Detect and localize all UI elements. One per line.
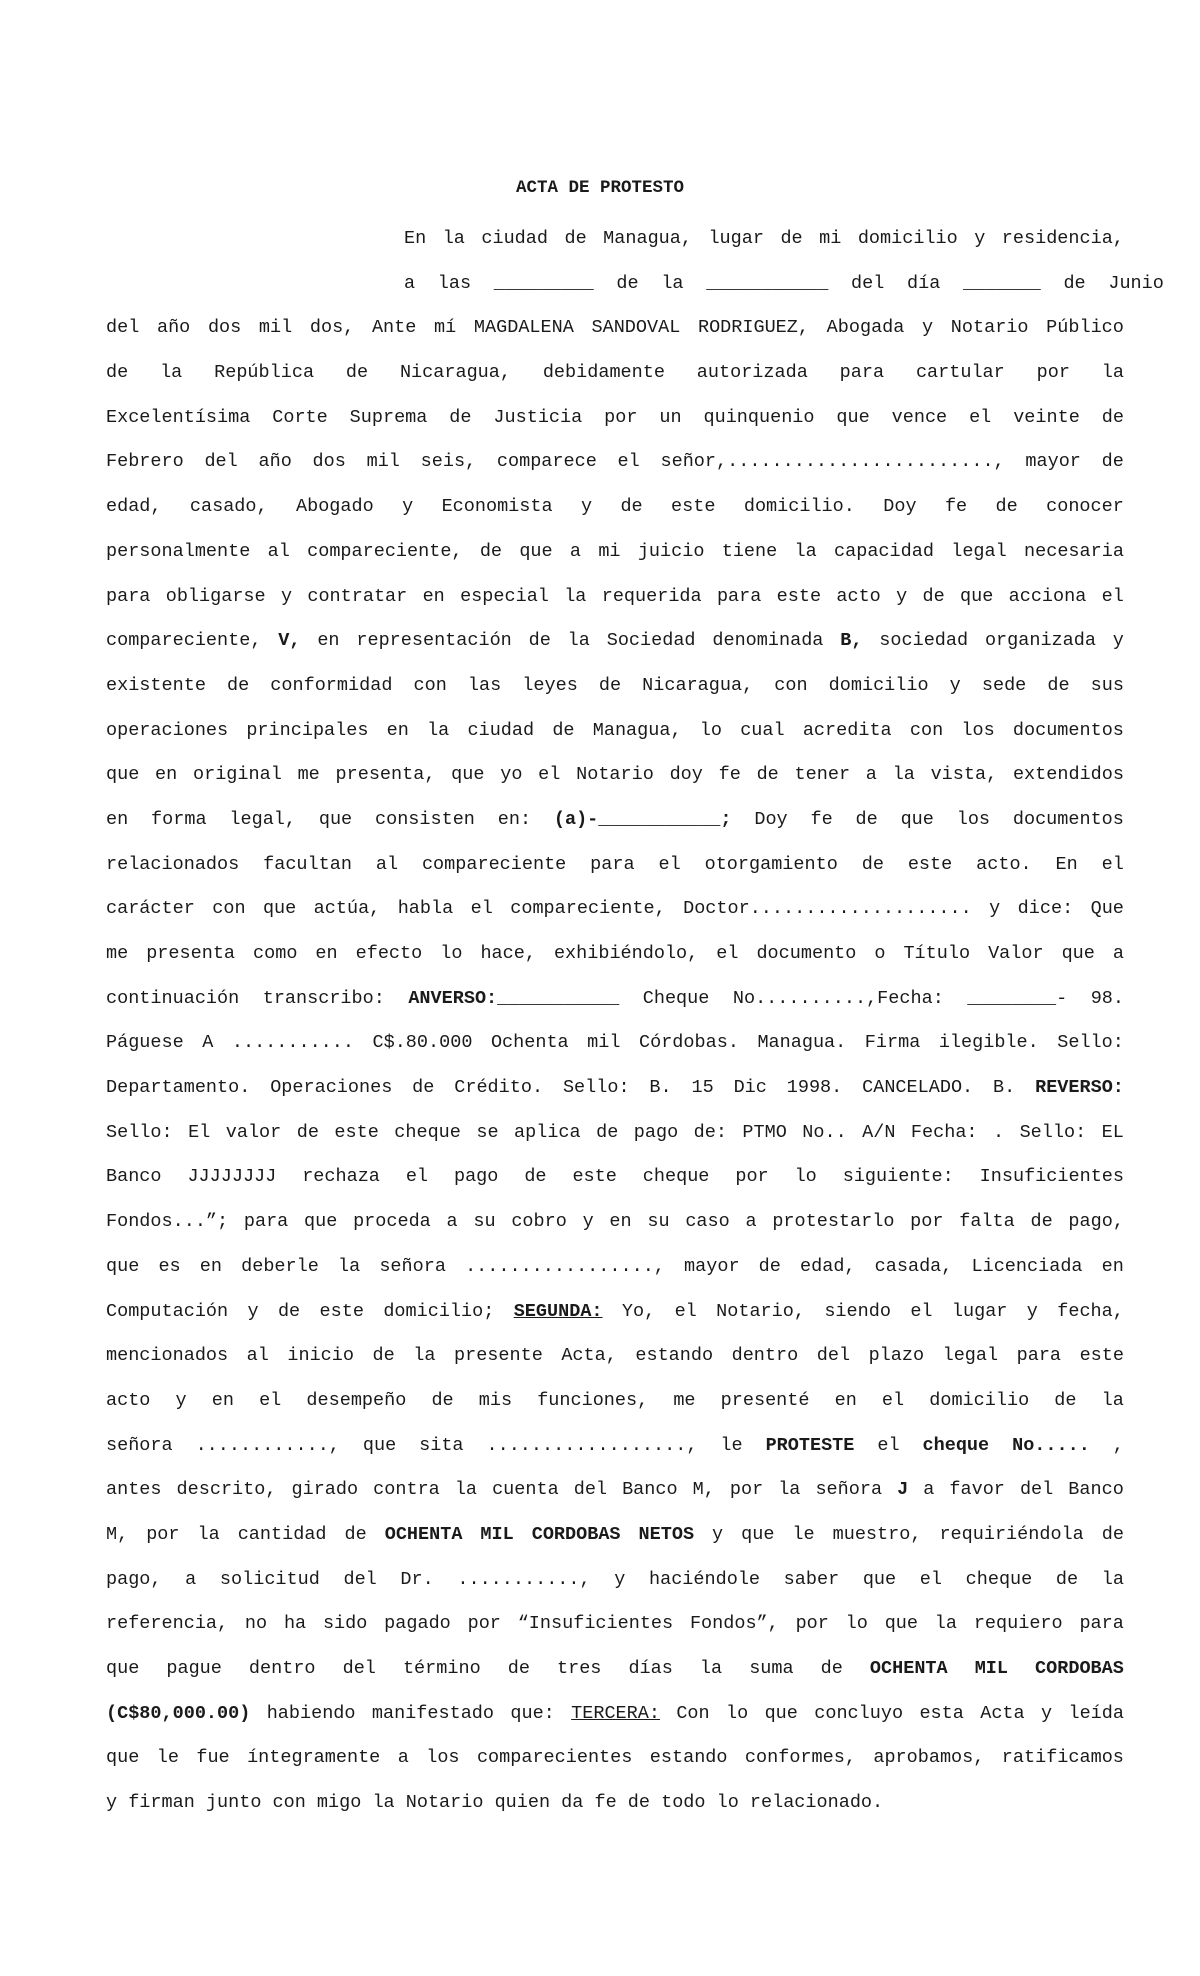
document-line: Fondos...”; para que proceda a su cobro y en su caso a protestarlo por falta de pago, — [106, 1211, 1124, 1233]
document-line: en forma legal, que consisten en: (a)-___________; Doy fe de que los documentos — [106, 808, 1124, 830]
document-line: acto y en el desempeño de mis funciones, me presenté en el domicilio de la — [106, 1389, 1124, 1411]
document-line: que pague dentro del término de tres días la suma de OCHENTA MIL CORDOBAS — [106, 1658, 1124, 1679]
document-line: que es en deberle la señora ................., mayor de edad, casada, Licenciada en — [106, 1255, 1124, 1277]
document-line: me presenta como en efecto lo hace, exhibiéndolo, el documento o Título Valor que a — [106, 943, 1124, 964]
document-line: a las _________ de la ___________ del día _______ de Junio — [404, 272, 1164, 294]
document-line: operaciones principales en la ciudad de Managua, lo cual acredita con los documentos — [106, 719, 1124, 741]
document-line: Excelentísima Corte Suprema de Justicia por un quinquenio que vence el veinte de — [106, 406, 1124, 428]
document-line: Sello: El valor de este cheque se aplica de pago de: PTMO No.. A/N Fecha: . Sello: EL — [106, 1121, 1124, 1143]
document-title: ACTA DE PROTESTO — [515, 178, 685, 198]
document-line: Departamento. Operaciones de Crédito. Sello: B. 15 Dic 1998. CANCELADO. B. REVERSO: — [106, 1077, 1124, 1099]
document-line: pago, a solicitud del Dr. ..........., y haciéndole saber que el cheque de la — [106, 1568, 1124, 1590]
document-line: antes descrito, girado contra la cuenta del Banco M, por la señora J a favor del Banco — [106, 1479, 1124, 1501]
document-line: existente de conformidad con las leyes de Nicaragua, con domicilio y sede de sus — [106, 674, 1124, 696]
document-line: mencionados al inicio de la presente Acta, estando dentro del plazo legal para este — [106, 1345, 1124, 1367]
document-body — [106, 217, 1164, 1826]
document-line: Páguese A ........... C$.80.000 Ochenta mil Córdobas. Managua. Firma ilegible. Sello: — [106, 1032, 1124, 1054]
document-line: Febrero del año dos mil seis, comparece el señor,........................, mayor de — [106, 451, 1124, 473]
document-line: y firman junto con migo la Notario quien da fe de todo lo relacionado. — [106, 1792, 884, 1814]
document-line: que en original me presenta, que yo el Notario doy fe de tener a la vista, extendidos — [106, 764, 1124, 786]
document-line: M, por la cantidad de OCHENTA MIL CORDOBAS NETOS y que le muestro, requiriéndola de — [106, 1523, 1124, 1545]
document-line: para obligarse y contratar en especial la requerida para este acto y de que acciona el — [106, 585, 1124, 607]
document-line: En la ciudad de Managua, lugar de mi domicilio y residencia, — [404, 228, 1124, 249]
document-line: personalmente al compareciente, de que a mi juicio tiene la capacidad legal necesaria — [106, 540, 1124, 562]
document-line: carácter con que actúa, habla el compareciente, Doctor.................... y dice: Que — [106, 898, 1124, 920]
document-line: referencia, no ha sido pagado por “Insuficientes Fondos”, por lo que la requiero para — [106, 1613, 1124, 1635]
document-line: relacionados facultan al compareciente para el otorgamiento de este acto. En el — [106, 853, 1124, 875]
document-line: Computación y de este domicilio; SEGUNDA: Yo, el Notario, siendo el lugar y fecha, — [106, 1300, 1124, 1322]
document-line: del año dos mil dos, Ante mí MAGDALENA SANDOVAL RODRIGUEZ, Abogada y Notario Público — [106, 317, 1124, 339]
document-line: que le fue íntegramente a los comparecientes estando conformes, aprobamos, ratificamos — [106, 1747, 1124, 1769]
document-line: continuación transcribo: ANVERSO:___________ Cheque No..........,Fecha: ________- 98. — [106, 987, 1124, 1009]
document-line: Banco JJJJJJJJ rechaza el pago de este cheque por lo siguiente: Insuficientes — [106, 1166, 1124, 1188]
document-line: señora ............, que sita .................., le PROTESTE el cheque No..... , — [106, 1434, 1124, 1456]
document-line: compareciente, V, en representación de la Sociedad denominada B, sociedad organizada y — [106, 630, 1124, 652]
document-line: (C$80,000.00) habiendo manifestado que: TERCERA: Con lo que concluyo esta Acta y leída — [106, 1702, 1124, 1724]
document-line: de la República de Nicaragua, debidamente autorizada para cartular por la — [106, 362, 1124, 384]
document-line: edad, casado, Abogado y Economista y de este domicilio. Doy fe de conocer — [106, 496, 1124, 518]
